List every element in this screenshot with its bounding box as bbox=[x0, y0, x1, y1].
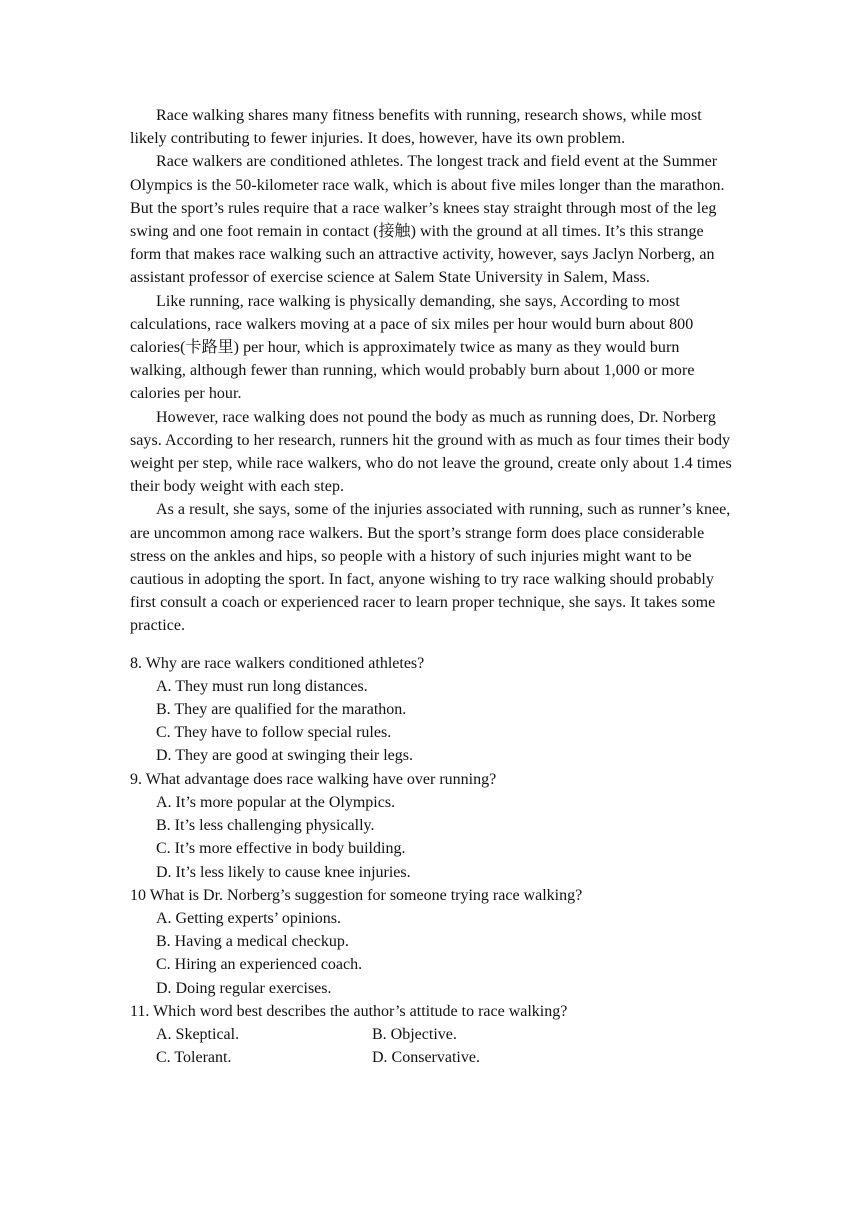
passage-paragraph: Race walking shares many fitness benefits with running, research shows, while most likely contributing to fewer injuries. It does, however, have its own problem. bbox=[130, 107, 702, 148]
passage bbox=[130, 104, 735, 638]
option-row bbox=[130, 1046, 735, 1069]
option-d: D. Conservative. bbox=[372, 1049, 480, 1067]
question-10 bbox=[130, 884, 735, 1000]
option-b: B. Having a medical checkup. bbox=[156, 933, 349, 951]
question-stem: 8. Why are race walkers conditioned athletes? bbox=[130, 654, 425, 672]
option-d: D. They are good at swinging their legs. bbox=[156, 747, 413, 765]
passage-paragraph: Race walkers are conditioned athletes. The longest track and field event at the Summer Olympics is the 50-kilometer race walk, which is about five miles longer than the marathon. But the sport’s rules require that a race walker’s knees stay straight through most of the leg swing and one foot remain in contact (接触) with the ground at all times. It’s this strange form that makes race walking such an attractive activity, however, says Jaclyn Norberg, an assistant professor of exercise science at Salem State University in Salem, Mass. bbox=[130, 153, 725, 287]
option-c: C. It’s more effective in body building. bbox=[156, 840, 406, 858]
option-a: A. Getting experts’ opinions. bbox=[156, 909, 342, 927]
question-list bbox=[130, 652, 735, 1070]
option-c: C. Hiring an experienced coach. bbox=[156, 956, 363, 974]
passage-paragraph: As a result, she says, some of the injuries associated with running, such as runner’s knee, are uncommon among race walkers. But the sport’s strange form does place considerable stress on the ankles and hips, so people with a history of such injuries might want to be cautious in adopting the sport. In fact, anyone wishing to try race walking should probably first consult a coach or experienced racer to learn proper technique, she says. It takes some practice. bbox=[130, 501, 731, 635]
option-d: D. Doing regular exercises. bbox=[156, 979, 332, 997]
option-d: D. It’s less likely to cause knee injuries. bbox=[156, 863, 411, 881]
question-stem: 10 What is Dr. Norberg’s suggestion for someone trying race walking? bbox=[130, 886, 583, 904]
option-c: C. Tolerant. bbox=[156, 1049, 232, 1067]
option-a: A. It’s more popular at the Olympics. bbox=[156, 793, 396, 811]
question-11 bbox=[130, 1000, 735, 1070]
document-page bbox=[130, 104, 735, 1069]
option-b: B. Objective. bbox=[372, 1025, 457, 1043]
option-row bbox=[130, 1023, 735, 1046]
passage-paragraph: Like running, race walking is physically demanding, she says, According to most calculations, race walkers moving at a pace of six miles per hour would burn about 800 calories(卡路里) per hour, which is approximately twice as many as they would burn walking, although fewer than running, which would probably burn about 1,000 or more calories per hour. bbox=[130, 292, 695, 403]
question-9 bbox=[130, 768, 735, 884]
question-stem: 9. What advantage does race walking have over running? bbox=[130, 770, 497, 788]
option-a: A. Skeptical. bbox=[156, 1025, 240, 1043]
option-b: B. They are qualified for the marathon. bbox=[156, 701, 407, 719]
question-8 bbox=[130, 652, 735, 768]
option-b: B. It’s less challenging physically. bbox=[156, 817, 375, 835]
option-a: A. They must run long distances. bbox=[156, 677, 368, 695]
option-c: C. They have to follow special rules. bbox=[156, 724, 392, 742]
question-stem: 11. Which word best describes the author’s attitude to race walking? bbox=[130, 1002, 568, 1020]
passage-paragraph: However, race walking does not pound the body as much as running does, Dr. Norberg says. According to her research, runners hit the ground with as much as four times their body weight per step, while race walkers, who do not leave the ground, create only about 1.4 times their body weight with each step. bbox=[130, 408, 732, 496]
